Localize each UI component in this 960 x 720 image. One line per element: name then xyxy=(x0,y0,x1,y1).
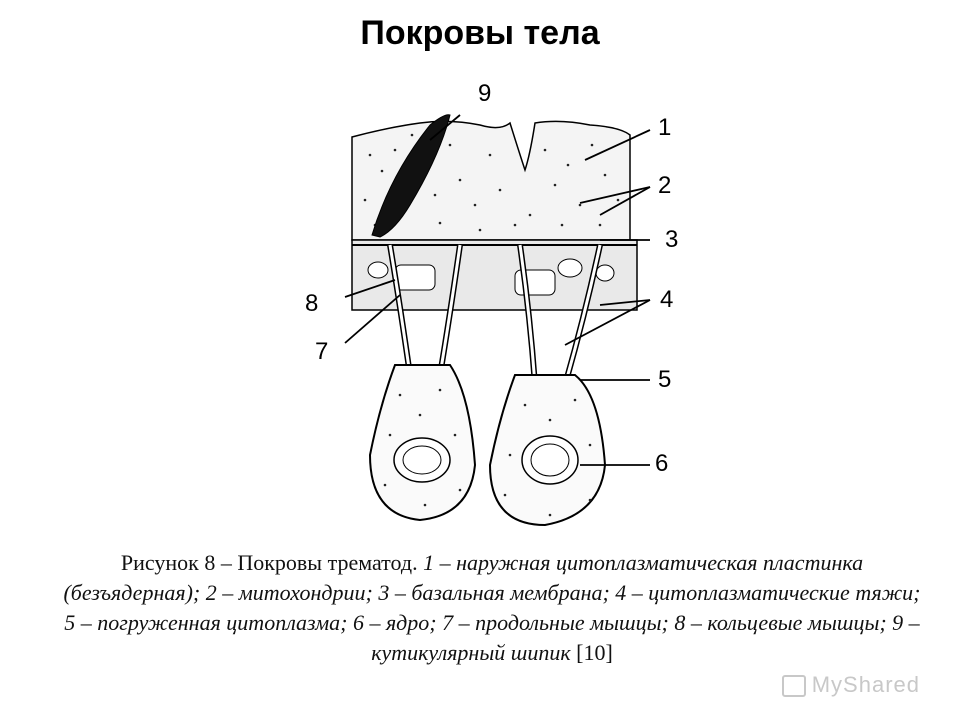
circular-muscle xyxy=(395,265,435,290)
label-2: 2 xyxy=(658,172,672,199)
caption-reference: [10] xyxy=(576,640,613,665)
label-8: 8 xyxy=(305,290,319,317)
page-title: Покровы тела xyxy=(360,14,600,52)
watermark xyxy=(782,672,920,698)
watermark-text: MyShared xyxy=(811,672,920,697)
figure-caption xyxy=(62,548,922,668)
label-7: 7 xyxy=(315,338,329,365)
label-4: 4 xyxy=(660,286,674,313)
caption-lead: Рисунок 8 – Покровы трематод. xyxy=(120,550,418,575)
label-3: 3 xyxy=(665,226,679,253)
watermark-logo-icon xyxy=(782,675,806,697)
label-5: 5 xyxy=(658,366,672,393)
label-9: 9 xyxy=(478,80,492,107)
tegument-diagram xyxy=(300,75,700,535)
label-6: 6 xyxy=(655,450,669,477)
label-1: 1 xyxy=(658,114,672,141)
caption-body: 1 – наружная цитоплазматическая пластинка (безъядерная); 2 – митохондрии; 3 – базальная мембрана; 4 – цитоплазматические тяжи; 5 – погруженная цитоплазма; 6 – ядро; 7 – продольные мышцы; 8 – кольцевые мышцы; 9 – кутикулярный шипик xyxy=(63,550,921,665)
